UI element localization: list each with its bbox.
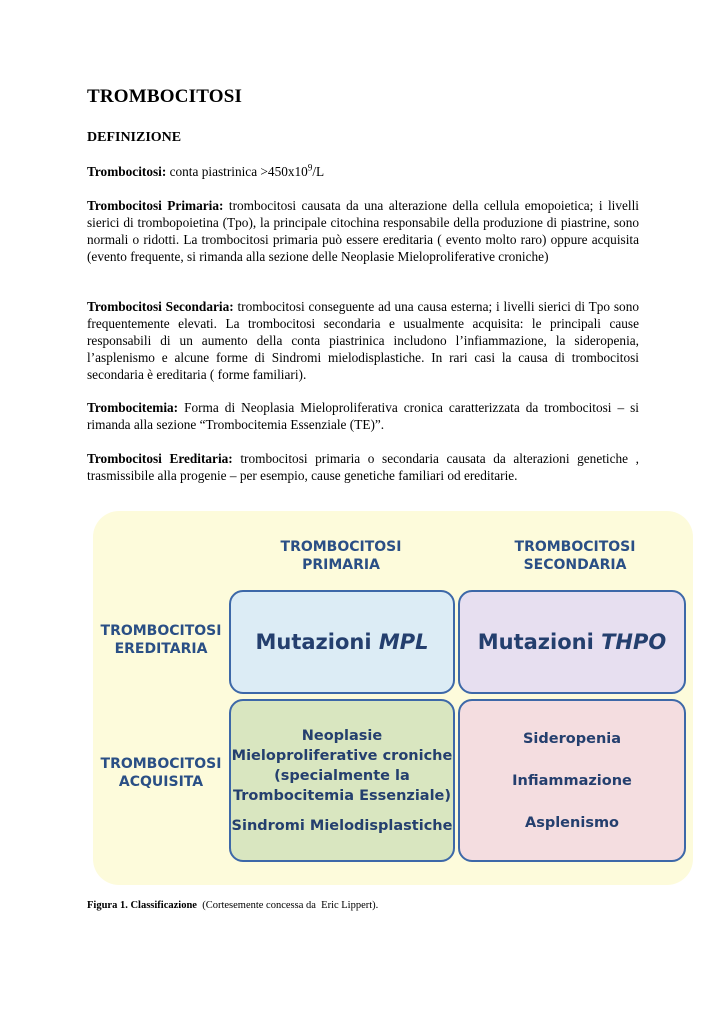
section-title: DEFINIZIONE (87, 130, 182, 145)
cell-line: Sindromi Mielodisplastiche (231, 817, 453, 834)
header-line: TROMBOCITOSI (100, 756, 222, 772)
definition-secondaria (87, 298, 639, 383)
header-line: ACQUISITA (118, 774, 204, 790)
page-title: TROMBOCITOSI (87, 86, 243, 107)
definition-unit: /L (312, 164, 325, 179)
definition-term: Trombocitemia: (87, 400, 179, 415)
definition-primaria (87, 197, 639, 265)
figure-caption (87, 900, 378, 911)
cell-text: Mutazioni (255, 630, 379, 654)
classification-figure (93, 511, 693, 885)
definition-text: trombocitosi conseguente ad una causa esterna; i livelli sierici di Tpo sono frequentemente elevati. La trombocitosi secondaria e usualmente acquisita: le principali cause responsabili di un aumento della conta piastrinica includono l’infiammazione, la sideropenia, l’asplenismo e alcune forme di Sindromi mielodisplastiche. In rari casi la causa di trombocitosi secondaria è ereditaria ( forme familiari). (87, 299, 639, 382)
header-line: PRIMARIA (302, 557, 380, 573)
cell-line: Mieloproliferative croniche (231, 747, 453, 764)
definition-trombocitemia (87, 399, 639, 433)
cell-acquisita-secondaria (458, 699, 686, 862)
cell-acquisita-primaria (229, 699, 455, 862)
definition-ereditaria (87, 450, 639, 484)
header-line: EREDITARIA (114, 641, 208, 657)
definition-term: Trombocitosi: (87, 164, 167, 179)
definition-text: Forma di Neoplasia Mieloproliferativa cronica caratterizzata da trombocitosi – si rimanda alla sezione “Trombocitemia Essenziale (TE)”. (87, 400, 639, 432)
definition-text: conta piastrinica >450x10 (166, 164, 308, 179)
cell-line: Asplenismo (524, 814, 620, 831)
column-header-primaria (231, 538, 451, 574)
column-header-secondaria (465, 538, 685, 574)
cell-line: Trombocitemia Essenziale) (232, 787, 452, 804)
row-header-ereditaria (91, 622, 231, 658)
definition-text: trombocitosi causata da una alterazione della cellula emopoietica; i livelli sierici di trombopoietina (Tpo), la principale citochina responsabile della produzione di piastrine, sono normali o ridotti. La trombocitosi primaria può essere ereditaria ( evento molto raro) oppure acquisita (evento frequente, si rimanda alla sezione delle Neoplasie Mieloproliferative croniche) (87, 198, 639, 264)
cell-text: Mutazioni (477, 630, 602, 654)
definition-term: Trombocitosi Secondaria: (87, 299, 234, 314)
definition-trombocitosi (87, 163, 639, 180)
cell-line: Neoplasie (301, 727, 383, 744)
gene-name: THPO (601, 630, 667, 654)
cell-mutazioni-mpl (229, 590, 455, 694)
header-line: TROMBOCITOSI (514, 539, 636, 555)
cell-line: Sideropenia (522, 730, 622, 747)
definition-text: trombocitosi primaria o secondaria causata da alterazioni genetiche , trasmissibile alla progenie – per esempio, cause genetiche familiari od ereditarie. (87, 451, 639, 483)
cell-line: (specialmente la (274, 767, 410, 784)
header-line: TROMBOCITOSI (100, 623, 222, 639)
definition-exponent: 9 (307, 162, 313, 173)
header-line: SECONDARIA (523, 557, 627, 573)
caption-text: (Cortesemente concessa da Eric Lippert). (196, 900, 379, 911)
cell-line: Infiammazione (512, 772, 632, 789)
gene-name: MPL (378, 630, 429, 654)
cell-mutazioni-thpo (458, 590, 686, 694)
caption-label: Figura 1. Classificazione (87, 900, 197, 911)
definition-term: Trombocitosi Primaria: (87, 198, 224, 213)
header-line: TROMBOCITOSI (280, 539, 402, 555)
row-header-acquisita (91, 755, 231, 791)
definition-term: Trombocitosi Ereditaria: (87, 451, 233, 466)
